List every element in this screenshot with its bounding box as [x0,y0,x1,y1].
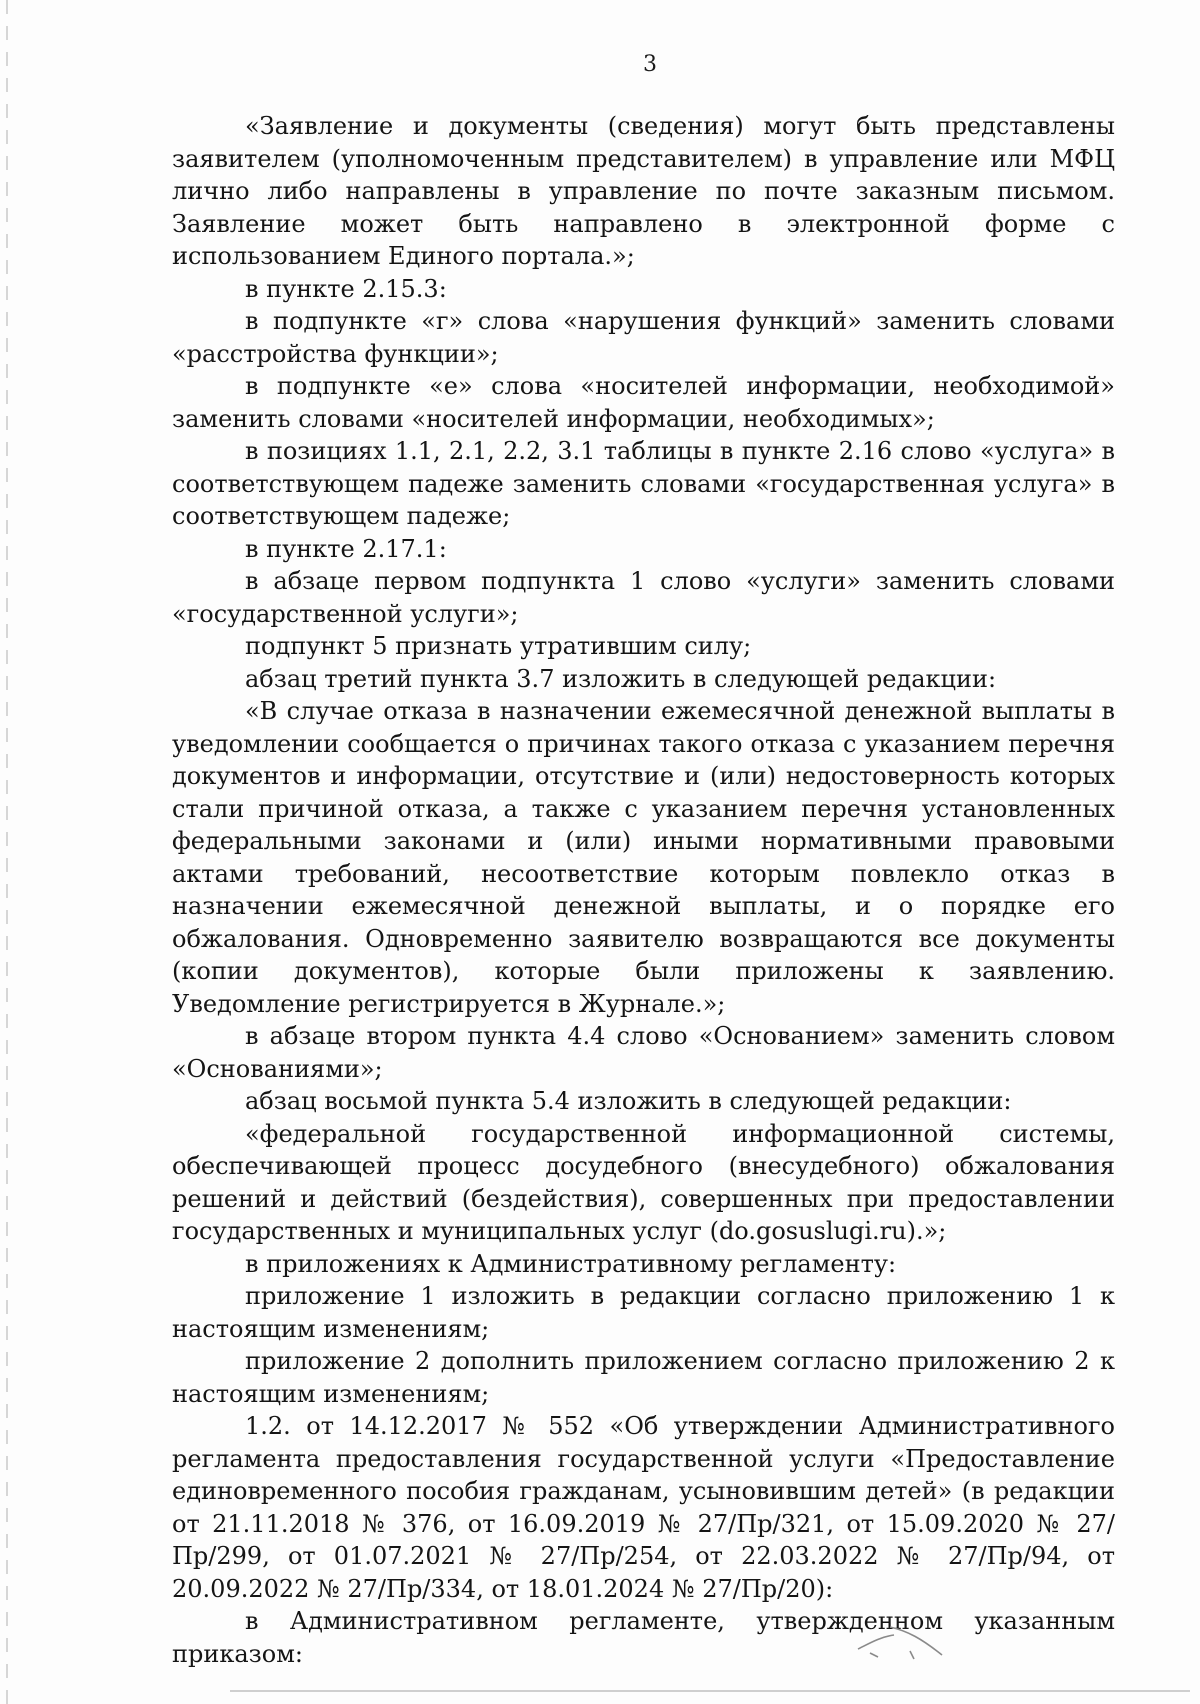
paragraph: 1.2. от 14.12.2017 № 552 «Об утверждении Административного регламента предоставления государственной услуги «Предоставление единовременного пособия гражданам, усыновившим детей» (в редакции от 21.11.2018 № 376, от 16.09.2019 № 27/Пр/321, от 15.09.2020 № 27/Пр/299, от 01.07.2021 № 27/Пр/254, от 22.03.2022 № 27/Пр/94, от 20.09.2022 № 27/Пр/334, от 18.01.2024 № 27/Пр/20): [172,1412,1115,1603]
paragraph: в пункте 2.15.3: [245,274,447,303]
scan-edge-artifact [6,0,8,1704]
paragraph: в пункте 2.17.1: [245,534,447,563]
paragraph: в абзаце первом подпункта 1 слово «услуги» заменить словами «государственной услуги»; [172,567,1115,628]
paragraph: в позициях 1.1, 2.1, 2.2, 3.1 таблицы в пункте 2.16 слово «услуга» в соответствующем падеже заменить словами «государственная услуга» в соответствующем падеже; [172,437,1115,530]
paragraph: в подпункте «г» слова «нарушения функций» заменить словами «расстройства функции»; [172,307,1115,368]
paragraph: в Административном регламенте, утвержденном указанным приказом: [172,1607,1115,1668]
document-body [172,110,1115,1670]
paragraph: «Заявление и документы (сведения) могут быть представлены заявителем (уполномоченным представителем) в управление или МФЦ лично либо направлены в управление по почте заказным письмом. Заявление может быть направлено в электронной форме с использованием Единого портала.»; [172,112,1115,270]
paragraph: приложение 1 изложить в редакции согласно приложению 1 к настоящим изменениям; [172,1282,1115,1343]
signature-scribble [850,1615,960,1665]
paragraph: в подпункте «е» слова «носителей информации, необходимой» заменить словами «носителей информации, необходимых»; [172,372,1115,433]
paragraph: подпункт 5 признать утратившим силу; [245,632,752,660]
bottom-rule [230,1690,1190,1692]
page-number: 3 [643,52,657,77]
paragraph: «В случае отказа в назначении ежемесячной денежной выплаты в уведомлении сообщается о причинах такого отказа с указанием перечня документов и информации, отсутствие и (или) недостоверность которых стали причиной отказа, а также с указанием перечня установленных федеральными законами и (или) иными нормативными правовыми актами требований, несоответствие которым повлекло отказ в назначении ежемесячной денежной выплаты, и о порядке его обжалования. Одновременно заявителю возвращаются все документы (копии документов), которые были приложены к заявлению. Уведомление регистрируется в Журнале.»; [172,697,1115,1018]
paragraph: в абзаце втором пункта 4.4 слово «Основанием» заменить словом «Основаниями»; [172,1022,1115,1083]
paragraph: в приложениях к Административному регламенту: [245,1249,897,1278]
paragraph: абзац восьмой пункта 5.4 изложить в следующей редакции: [245,1087,1012,1115]
paragraph: приложение 2 дополнить приложением согласно приложению 2 к настоящим изменениям; [172,1347,1115,1408]
paragraph: абзац третий пункта 3.7 изложить в следующей редакции: [245,664,997,693]
paragraph: «федеральной государственной информационной системы, обеспечивающей процесс досудебного (внесудебного) обжалования решений и действий (бездействия), совершенных при предоставлении государственных и муниципальных услуг (do.gosuslugi.ru).»; [172,1119,1115,1245]
